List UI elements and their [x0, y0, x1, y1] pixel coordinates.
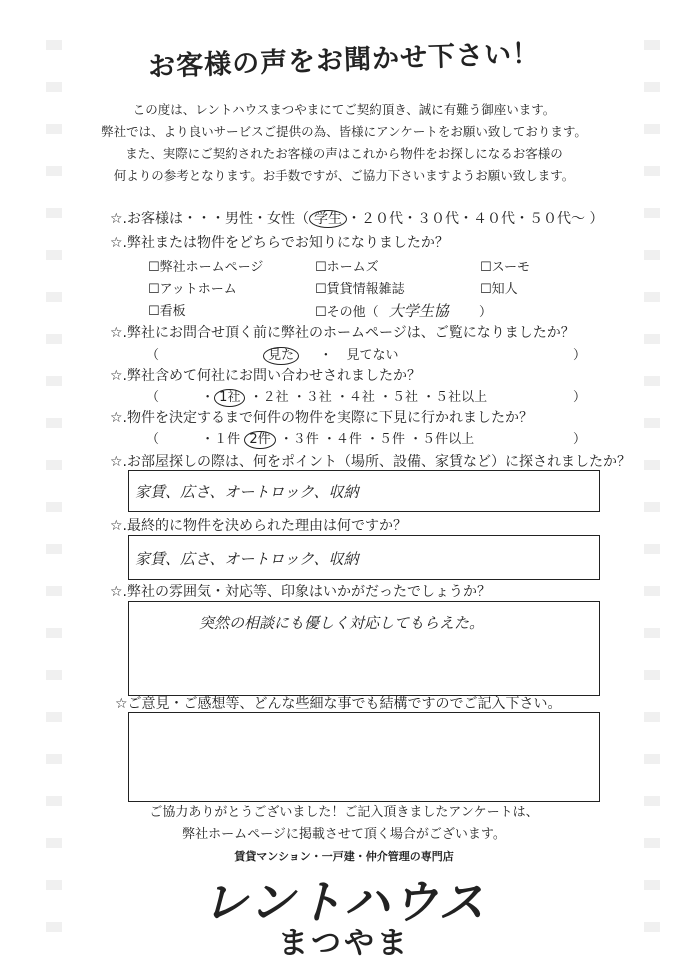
tagline: 賃貸マンション・一戸建・仲介管理の専門店: [234, 850, 454, 863]
question-impression: ☆.弊社の雰囲気・対応等、印象はいかがだったでしょうか？: [110, 584, 491, 600]
footer-line: ご協力ありがとうございました！ご記入頂きましたアンケートは、: [149, 805, 539, 820]
selected-option-student: 学生: [309, 210, 347, 228]
brand-subtitle: まつやま: [278, 926, 410, 961]
handwritten-answer: 家賃、広さ、オートロック、収納: [135, 483, 359, 501]
checkbox-option-other[interactable]: ☐その他（ 大学生協 ）: [315, 302, 492, 320]
intro-line: この度は、レントハウスまつやまにてご契約頂き、誠に有難う御座います。: [132, 102, 556, 117]
selected-option-saw: 見た: [263, 347, 299, 365]
question-source: ☆.弊社または物件をどちらでお知りになりましたか？: [110, 235, 449, 251]
question-search-points: ☆.お部屋探しの際は、何をポイント（場所、設備、家賃など）に探されましたか？: [110, 454, 631, 470]
answer-box-final-reason[interactable]: [128, 535, 600, 580]
question-comments: ☆ご意見・ご感想等、どんな些細な事でも結構ですのでご記入下さい。: [115, 696, 562, 712]
checkbox-option[interactable]: ☐スーモ: [480, 260, 531, 275]
selected-option-1-company: 1社: [214, 389, 245, 407]
answer-row-homepage: （ 見た ・ 見てない ）: [146, 348, 586, 363]
handwritten-answer: 突然の相談にも優しく対応してもらえた。: [199, 614, 485, 632]
brand-logo: レントハウス: [201, 875, 487, 929]
question-viewing-count: ☆.物件を決定するまで何件の物件を実際に下見に行かれましたか？: [110, 410, 533, 426]
checkbox-option[interactable]: ☐知人: [480, 282, 518, 297]
question-customer-type: ☆.お客様は・・・男性・女性（ 学生 ・２０代・３０代・４０代・５０代～ ）: [110, 211, 604, 227]
footer-line: 弊社ホームページに掲載させて頂く場合がございます。: [182, 827, 506, 842]
checkbox-option[interactable]: ☐弊社ホームページ: [148, 260, 264, 275]
checkbox-option[interactable]: ☐賃貸情報雑誌: [315, 282, 405, 297]
selected-option-2-properties: 2件: [244, 431, 275, 449]
checkbox-option[interactable]: ☐アットホーム: [148, 282, 237, 297]
intro-text: [60, 99, 628, 187]
answer-row-company-count: （ ・ 1社 ・２社 ・３社 ・４社 ・５社 ・５社以上 ）: [146, 390, 586, 405]
answer-box-impression[interactable]: [128, 601, 600, 696]
answer-box-comments[interactable]: [128, 712, 600, 802]
question-company-count: ☆.弊社含めて何社にお問い合わせされましたか？: [110, 368, 421, 384]
checkbox-option[interactable]: ☐看板: [148, 304, 186, 319]
question-final-reason: ☆.最終的に物件を決められた理由は何ですか？: [110, 518, 407, 534]
answer-row-viewing-count: （ ・１件 2件 ・３件 ・４件 ・５件 ・５件以上 ）: [146, 432, 586, 447]
intro-line: また、実際にご契約されたお客様の声はこれから物件をお探しになるお客様の: [125, 146, 563, 161]
checkbox-option[interactable]: ☐ホームズ: [315, 260, 379, 275]
question-homepage: ☆.弊社にお問合せ頂く前に弊社のホームページは、ご覧になりましたか？: [110, 325, 575, 341]
answer-box-search-points[interactable]: [128, 470, 600, 512]
intro-line: 弊社では、より良いサービスご提供の為、皆様にアンケートをお願い致しております。: [101, 124, 587, 139]
page-title: お客様の声をお聞かせ下さい！: [147, 38, 541, 83]
other-answer-handwritten: 大学生協: [388, 302, 449, 320]
handwritten-answer: 家賃、広さ、オートロック、収納: [135, 550, 359, 568]
intro-line: 何よりの参考となります。お手数ですが、ご協力下さいますようお願い致します。: [113, 168, 575, 183]
